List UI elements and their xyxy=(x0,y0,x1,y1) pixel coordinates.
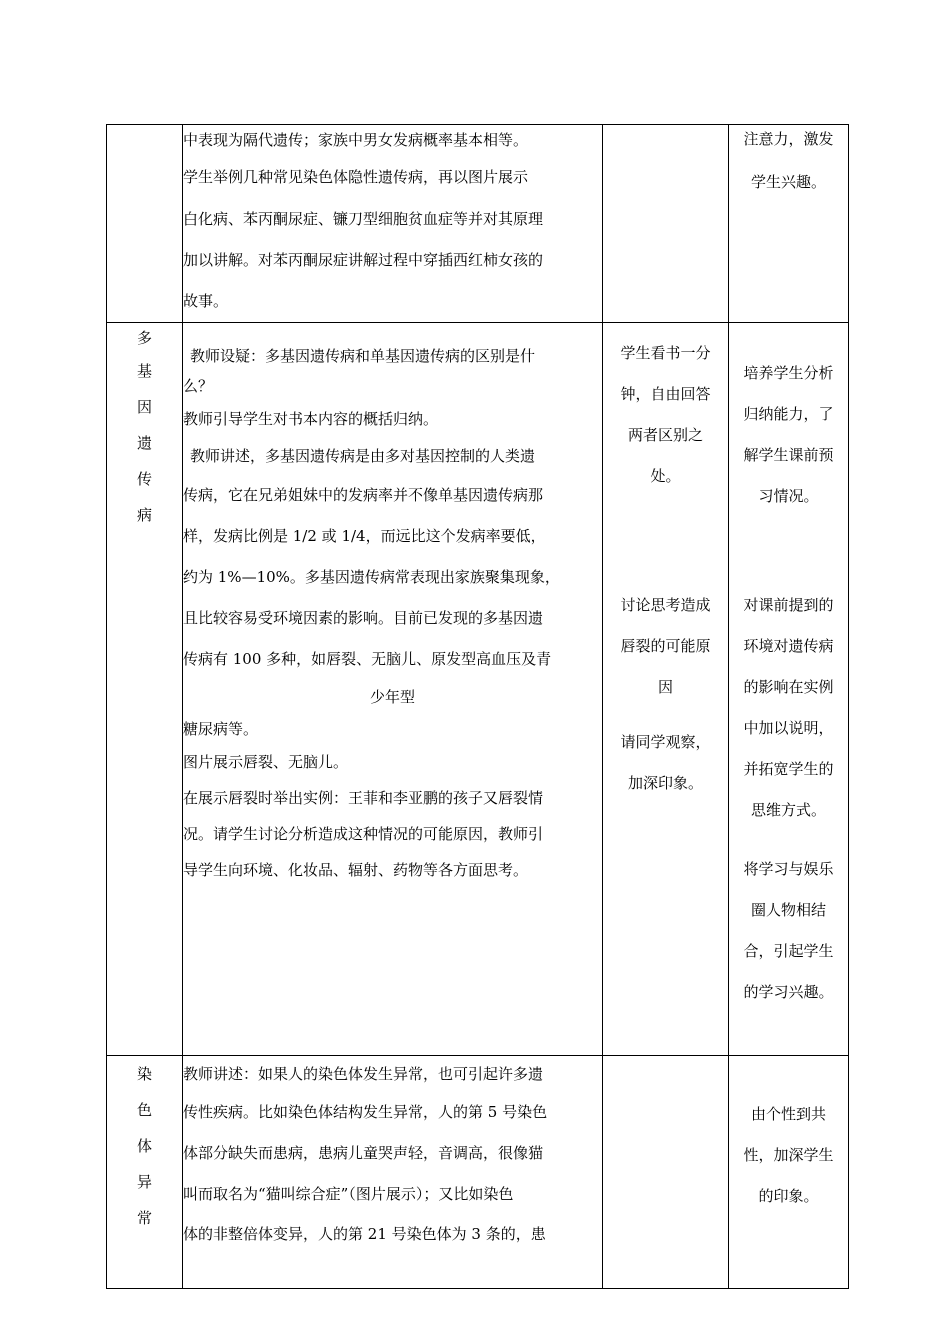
content-line: 教师设疑：多基因遗传病和单基因遗传病的区别是什 xyxy=(190,347,536,365)
design-intent-cell xyxy=(729,125,849,323)
student-activity-cell xyxy=(603,125,729,323)
content-line: 导学生向环境、化妆品、辐射、药物等各方面思考。 xyxy=(183,861,529,879)
purpose-line: 注意力，激发 xyxy=(743,130,834,148)
purpose-line: 由个性到共 xyxy=(750,1105,826,1123)
purpose-line: 对课前提到的 xyxy=(743,596,834,614)
topic-char: 常 xyxy=(136,1209,152,1227)
purpose-line: 解学生课前预 xyxy=(743,446,834,464)
topic-char: 病 xyxy=(136,506,152,524)
table-row xyxy=(107,1056,849,1289)
student-line: 请同学观察， xyxy=(620,733,711,751)
content-line: 糖尿病等。 xyxy=(183,720,259,738)
purpose-line: 中加以说明， xyxy=(743,719,834,737)
topic-char: 色 xyxy=(136,1101,152,1119)
purpose-line: 并拓宽学生的 xyxy=(743,760,834,778)
student-activity-cell xyxy=(603,323,729,1056)
content-line: 体的非整倍体变异，人的第 21 号染色体为 3 条的，患 xyxy=(183,1225,546,1243)
purpose-line: 性，加深学生 xyxy=(743,1146,834,1164)
topic-char: 多 xyxy=(136,329,152,347)
purpose-line: 培养学生分析 xyxy=(743,364,834,382)
content-line: 教师讲述，多基因遗传病是由多对基因控制的人类遗 xyxy=(190,447,536,465)
content-line: 图片展示唇裂、无脑儿。 xyxy=(183,753,349,771)
purpose-line: 圈人物相结 xyxy=(750,901,826,919)
purpose-line: 将学习与娱乐 xyxy=(743,860,834,878)
table-row xyxy=(107,323,849,1056)
topic-char: 因 xyxy=(136,398,152,416)
content-line: 学生举例几种常见染色体隐性遗传病，再以图片展示 xyxy=(183,168,529,186)
purpose-line: 的学习兴趣。 xyxy=(743,983,834,1001)
student-line: 唇裂的可能原 xyxy=(620,637,711,655)
content-line: 少年型 xyxy=(369,688,415,706)
purpose-line: 的影响在实例 xyxy=(743,678,834,696)
topic-cell xyxy=(107,1056,183,1289)
content-line: 白化病、苯丙酮尿症、镰刀型细胞贫血症等并对其原理 xyxy=(183,210,544,228)
topic-cell xyxy=(107,125,183,323)
content-line: 体部分缺失而患病，患病儿童哭声轻，音调高，很像猫 xyxy=(183,1144,544,1162)
content-line: 约为 1%—10%。多基因遗传病常表现出家族聚集现象， xyxy=(183,568,560,586)
purpose-line: 合，引起学生 xyxy=(743,942,834,960)
content-line: 叫而取名为“猫叫综合症”（图片展示）；又比如染色 xyxy=(183,1185,514,1203)
purpose-line: 习情况。 xyxy=(758,487,819,505)
content-line: 故事。 xyxy=(183,292,229,310)
topic-char: 异 xyxy=(136,1173,152,1191)
purpose-line: 环境对遗传病 xyxy=(743,637,834,655)
teaching-content-cell xyxy=(183,125,603,323)
student-line: 两者区别之 xyxy=(627,426,703,444)
content-line: 中表现为隔代遗传；家族中男女发病概率基本相等。 xyxy=(183,131,529,149)
topic-cell xyxy=(107,323,183,1056)
content-line: 况。请学生讨论分析造成这种情况的可能原因，教师引 xyxy=(183,825,544,843)
student-line: 因 xyxy=(657,678,673,696)
content-line: 传病，它在兄弟姐妹中的发病率并不像单基因遗传病那 xyxy=(183,486,544,504)
content-line: 教师引导学生对书本内容的概括归纳。 xyxy=(183,410,439,428)
purpose-line: 思维方式。 xyxy=(750,801,826,819)
student-line: 加深印象。 xyxy=(627,774,703,792)
design-intent-cell xyxy=(729,1056,849,1289)
topic-char: 遗 xyxy=(136,434,152,452)
content-line: 么？ xyxy=(183,377,214,395)
content-line: 在展示唇裂时举出实例：王菲和李亚鹏的孩子又唇裂情 xyxy=(183,789,544,807)
topic-char: 传 xyxy=(136,470,152,488)
content-line: 加以讲解。对苯丙酮尿症讲解过程中穿插西红柿女孩的 xyxy=(183,251,544,269)
topic-char: 体 xyxy=(136,1137,152,1155)
content-line: 且比较容易受环境因素的影响。目前已发现的多基因遗 xyxy=(183,609,544,627)
topic-char: 染 xyxy=(136,1065,152,1083)
student-line: 讨论思考造成 xyxy=(620,596,711,614)
content-line: 传病有 100 多种，如唇裂、无脑儿、原发型高血压及青 xyxy=(183,650,552,668)
design-intent-cell xyxy=(729,323,849,1056)
table-row xyxy=(107,125,849,323)
purpose-line: 学生兴趣。 xyxy=(750,173,826,191)
lesson-plan-table xyxy=(106,124,849,1289)
topic-char: 基 xyxy=(136,362,152,380)
content-line: 样，发病比例是 1/2 或 1/4，而远比这个发病率要低， xyxy=(183,527,546,545)
content-line: 教师讲述：如果人的染色体发生异常，也可引起许多遗 xyxy=(183,1065,544,1083)
content-line: 传性疾病。比如染色体结构发生异常，人的第 5 号染色 xyxy=(183,1103,548,1121)
student-activity-cell xyxy=(603,1056,729,1289)
student-line: 处。 xyxy=(650,467,681,485)
student-line: 学生看书一分 xyxy=(620,344,711,362)
teaching-content-cell xyxy=(183,1056,603,1289)
teaching-content-cell xyxy=(183,323,603,1056)
purpose-line: 归纳能力，了 xyxy=(743,405,834,423)
student-line: 钟，自由回答 xyxy=(620,385,711,403)
purpose-line: 的印象。 xyxy=(758,1187,819,1205)
